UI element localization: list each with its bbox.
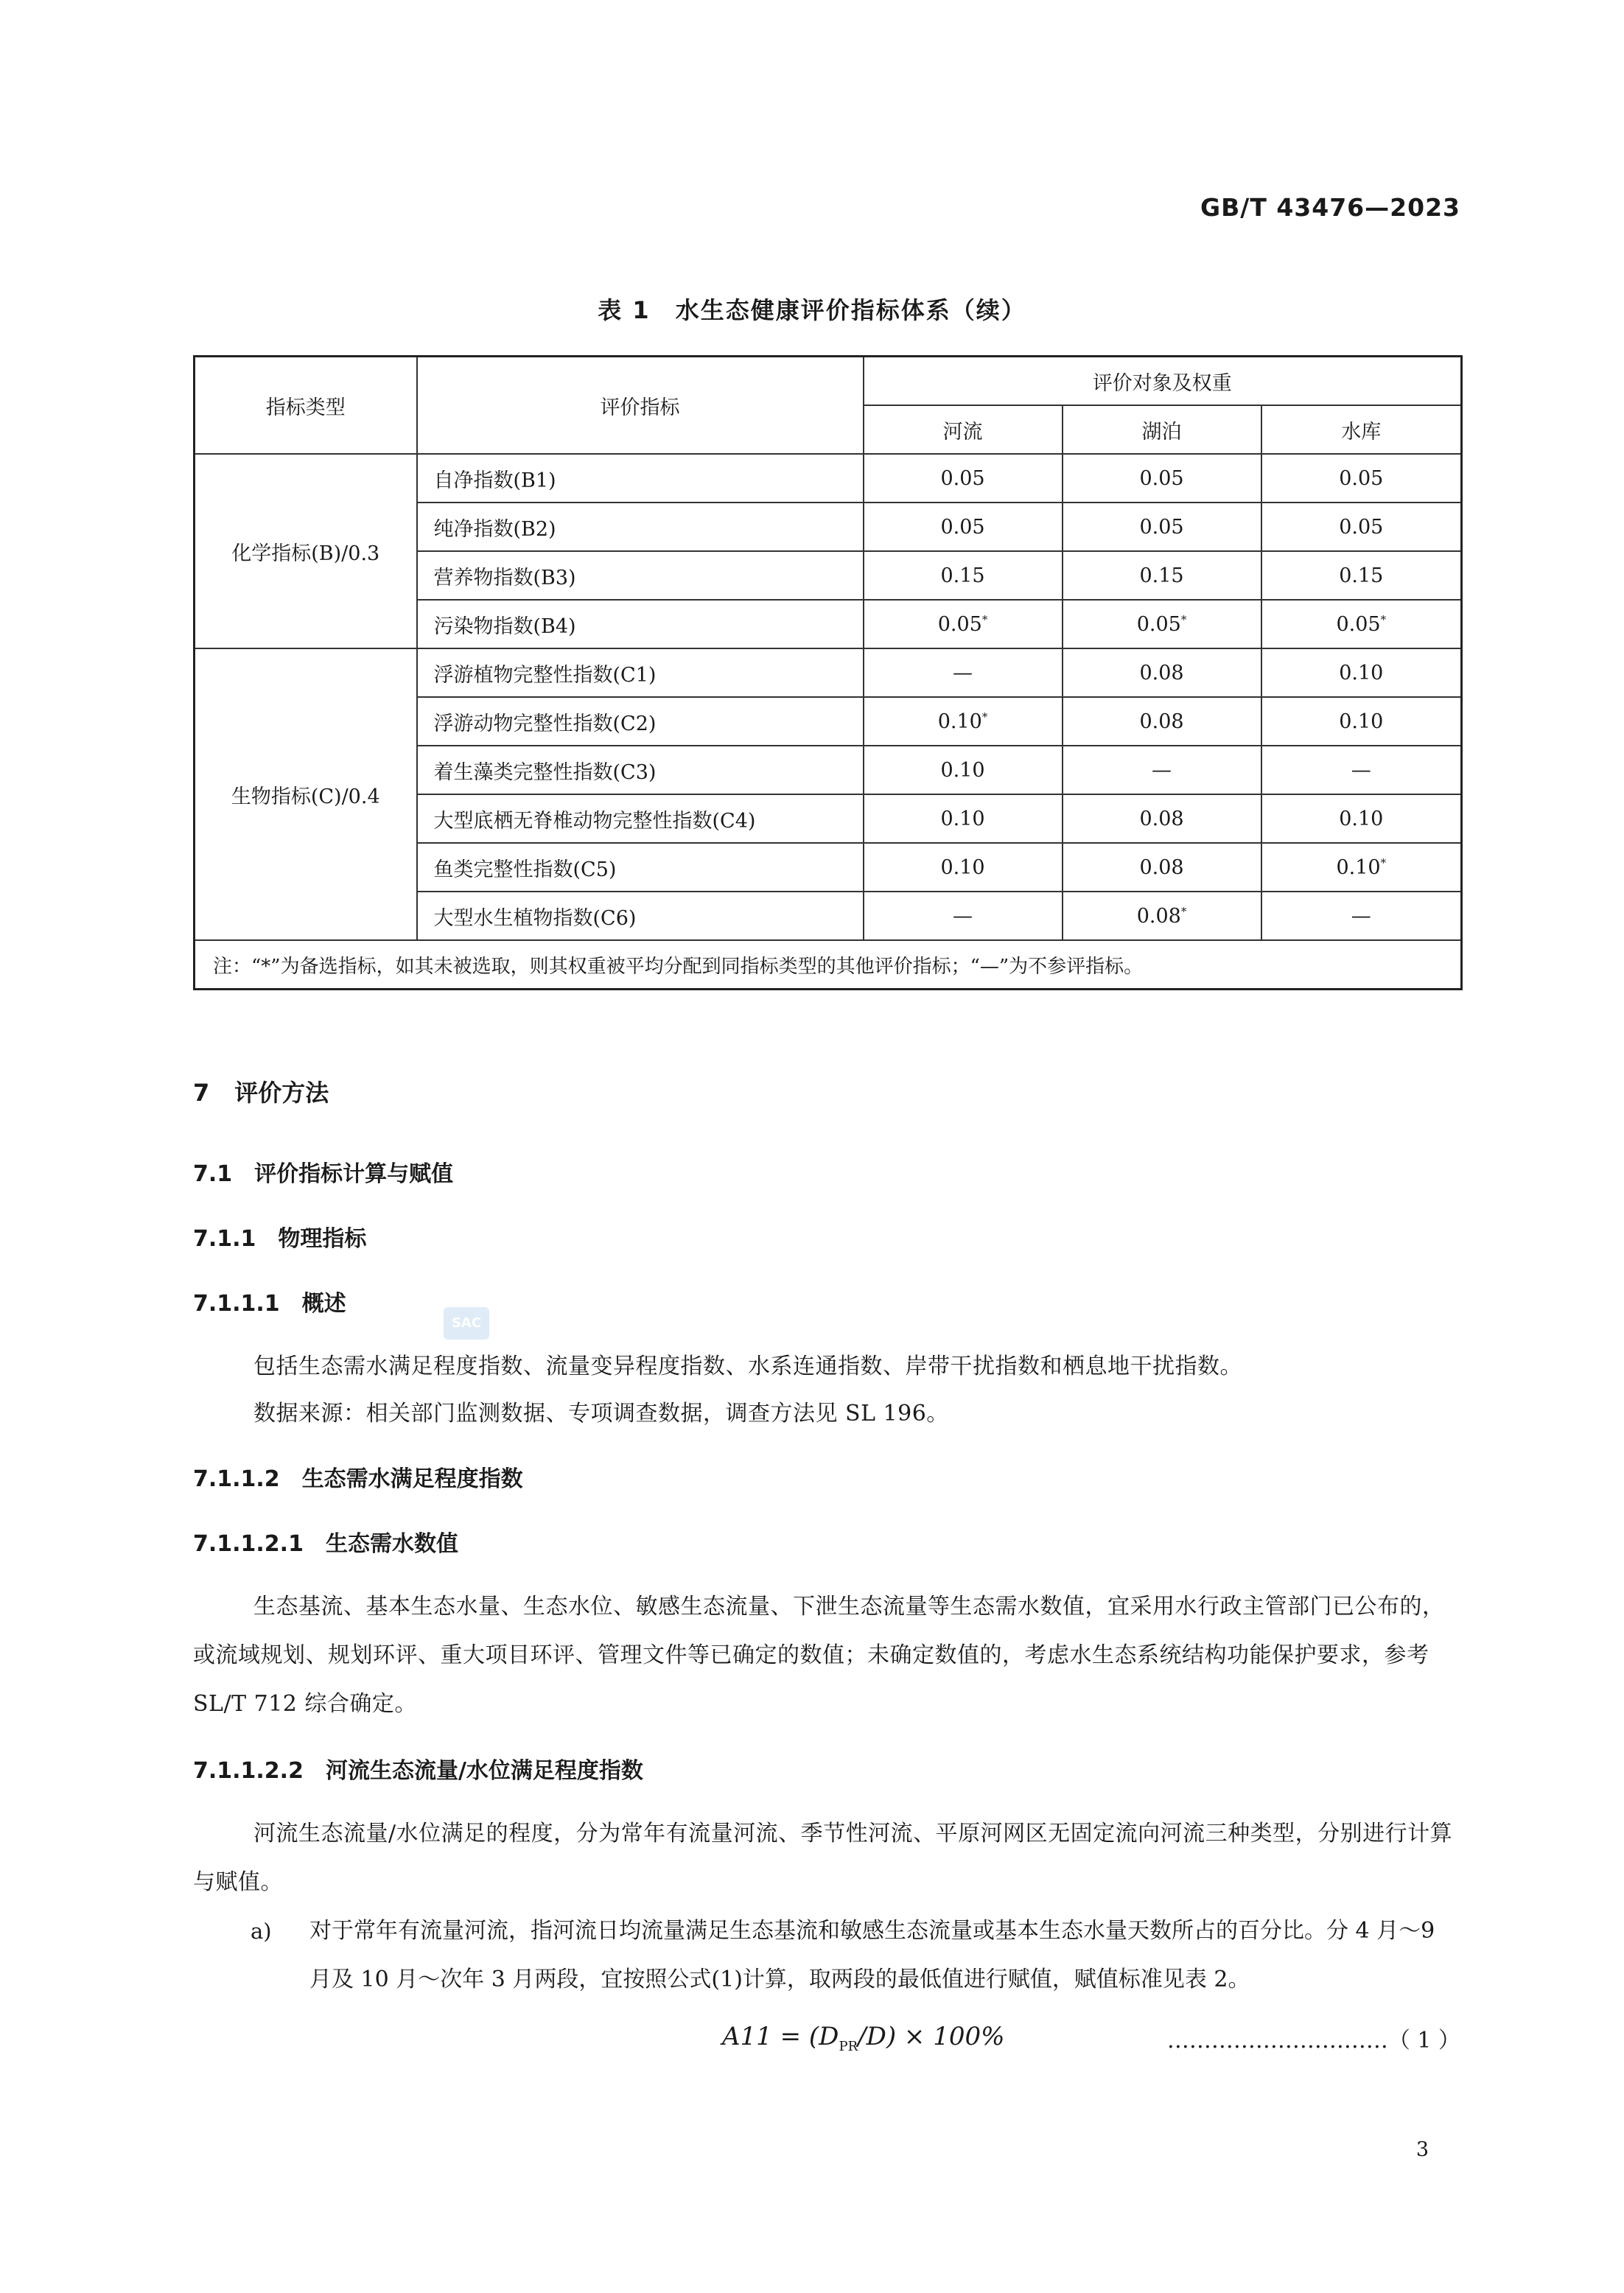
header-lake: 湖泊 — [1063, 405, 1261, 454]
table-row — [195, 454, 1462, 503]
river-weight: 0.05 — [864, 503, 1063, 551]
indicator-name: 鱼类完整性指数(C5) — [417, 843, 864, 892]
indicator-name: 营养物指数(B3) — [417, 551, 864, 600]
section-7-1-1-2-heading: 7.1.1.2 生态需水满足程度指数 — [193, 1466, 523, 1492]
optional-mark: * — [1180, 612, 1187, 626]
lake-weight: 0.05 — [1063, 454, 1261, 503]
optional-mark: * — [981, 710, 988, 724]
formula-1: $A11 = (D_{PR}/D) \times 100\%$ — [722, 2022, 1005, 2054]
reservoir-weight: — — [1261, 746, 1462, 794]
reservoir-weight: 0.10 — [1261, 648, 1462, 697]
indicator-name: 大型底栖无脊椎动物完整性指数(C4) — [417, 794, 864, 843]
river-weight: — — [864, 892, 1063, 940]
paragraph-data-source: 数据来源：相关部门监测数据、专项调查数据，调查方法见 SL 196。 — [253, 1401, 949, 1426]
lake-weight: 0.08 — [1063, 794, 1261, 843]
header-indicator: 评价指标 — [417, 357, 864, 455]
list-item-a-text: 对于常年有流量河流，指河流日均流量满足生态基流和敏感生态流量或基本生态水量天数所占的百分比。分 4 月～9 月及 10 月～次年 3 月两段，宜按照公式(1)计算，取两段的最低值进行赋值，赋值标准见表 2。 — [309, 1918, 1435, 1992]
reservoir-weight: 0.15 — [1261, 551, 1462, 600]
river-weight: 0.10 — [864, 794, 1063, 843]
paragraph-ecological-water-demand: 生态基流、基本生态水量、生态水位、敏感生态流量、下泄生态流量等生态需水数值，宜采用水行政主管部门已公布的，或流域规划、规划环评、重大项目环评、管理文件等已确定的数值；未确定数值的，考虑水生态系统结构功能保护要求，参考 SL/T 712 综合确定。 — [193, 1594, 1445, 1717]
list-item-a-label: a) — [251, 1919, 272, 1944]
optional-mark: * — [1180, 904, 1187, 918]
indicator-name: 纯净指数(B2) — [417, 503, 864, 551]
reservoir-weight: 0.05* — [1261, 600, 1462, 648]
indicator-table — [193, 355, 1463, 990]
indicator-name: 着生藻类完整性指数(C3) — [417, 746, 864, 794]
group-type-biological: 生物指标(C)/0.4 — [195, 648, 417, 940]
reservoir-weight: 0.05 — [1261, 454, 1462, 503]
river-weight: 0.10 — [864, 746, 1063, 794]
river-weight: 0.05* — [864, 600, 1063, 648]
indicator-name: 自净指数(B1) — [417, 454, 864, 503]
paragraph-river-flow: 河流生态流量/水位满足的程度，分为常年有流量河流、季节性河流、平原河网区无固定流向河流三种类型，分别进行计算与赋值。 — [193, 1821, 1453, 1895]
river-weight: 0.10* — [864, 697, 1063, 746]
reservoir-weight: 0.10* — [1261, 843, 1462, 892]
page-number: 3 — [1415, 2138, 1429, 2161]
indicator-name: 浮游植物完整性指数(C1) — [417, 648, 864, 697]
section-7-heading: 7 评价方法 — [193, 1079, 329, 1107]
group-type-chemical: 化学指标(B)/0.3 — [195, 454, 417, 648]
reservoir-weight: — — [1261, 892, 1462, 940]
river-weight: — — [864, 648, 1063, 697]
optional-mark: * — [1380, 612, 1387, 626]
lake-weight: — — [1063, 746, 1261, 794]
formula-number: …………………………（ 1 ） — [1166, 2028, 1460, 2054]
indicator-name: 浮游动物完整性指数(C2) — [417, 697, 864, 746]
table-row — [195, 648, 1462, 697]
lake-weight: 0.05* — [1063, 600, 1261, 648]
lake-weight: 0.08 — [1063, 648, 1261, 697]
header-reservoir: 水库 — [1261, 405, 1462, 454]
section-7-1-1-2-2-heading: 7.1.1.2.2 河流生态流量/水位满足程度指数 — [193, 1758, 643, 1784]
section-7-1-heading: 7.1 评价指标计算与赋值 — [193, 1161, 454, 1187]
sac-watermark: SAC — [444, 1307, 489, 1340]
lake-weight: 0.05 — [1063, 503, 1261, 551]
section-7-1-1-heading: 7.1.1 物理指标 — [193, 1226, 367, 1252]
optional-mark: * — [981, 612, 988, 626]
lake-weight: 0.08 — [1063, 697, 1261, 746]
lake-weight: 0.15 — [1063, 551, 1261, 600]
section-7-1-1-1-heading: 7.1.1.1 概述 — [193, 1291, 346, 1317]
indicator-name: 大型水生植物指数(C6) — [417, 892, 864, 940]
standard-code: GB/T 43476—2023 — [1200, 193, 1460, 222]
reservoir-weight: 0.10 — [1261, 697, 1462, 746]
header-river: 河流 — [864, 405, 1063, 454]
river-weight: 0.15 — [864, 551, 1063, 600]
table-title: 表 1 水生态健康评价指标体系（续） — [598, 296, 1026, 324]
header-indicator-type: 指标类型 — [195, 357, 417, 455]
paragraph-overview: 包括生态需水满足程度指数、流量变异程度指数、水系连通指数、岸带干扰指数和栖息地干扰指数。 — [253, 1354, 1242, 1379]
indicator-name: 污染物指数(B4) — [417, 600, 864, 648]
lake-weight: 0.08* — [1063, 892, 1261, 940]
section-7-1-1-2-1-heading: 7.1.1.2.1 生态需水数值 — [193, 1531, 458, 1557]
lake-weight: 0.08 — [1063, 843, 1261, 892]
header-objects-weights: 评价对象及权重 — [864, 357, 1462, 406]
table-note: 注：“*”为备选指标，如其未被选取，则其权重被平均分配到同指标类型的其他评价指标；“—”为不参评指标。 — [195, 940, 1462, 990]
optional-mark: * — [1380, 855, 1387, 869]
reservoir-weight: 0.05 — [1261, 503, 1462, 551]
reservoir-weight: 0.10 — [1261, 794, 1462, 843]
river-weight: 0.05 — [864, 454, 1063, 503]
river-weight: 0.10 — [864, 843, 1063, 892]
